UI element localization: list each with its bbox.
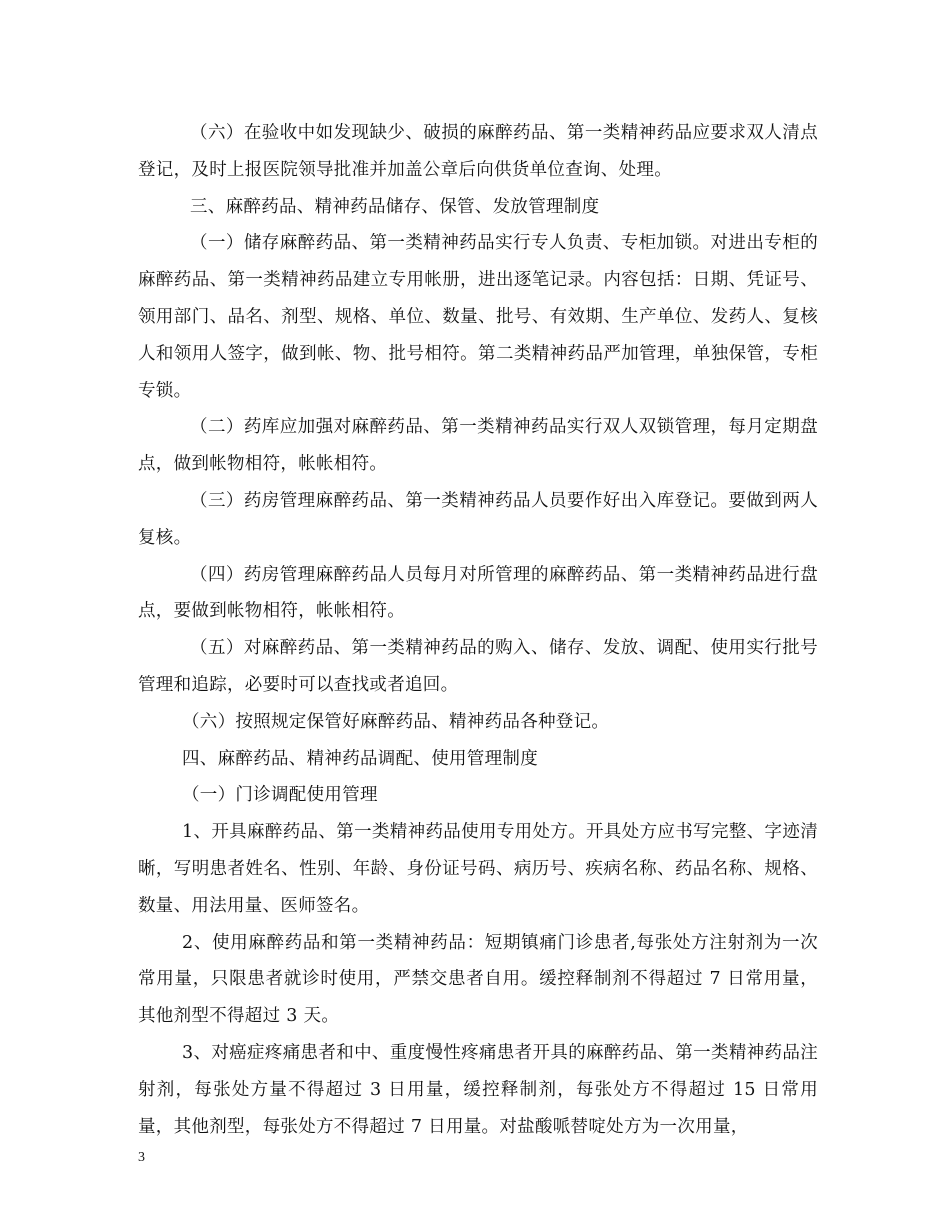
paragraph-keep-records: （六）按照规定保管好麻醉药品、精神药品各种登记。: [182, 711, 610, 732]
paragraph-pharmacy-registration: （三）药房管理麻醉药品、第一类精神药品人员要作好出入库登记。要做到两人复核。: [138, 490, 818, 548]
paragraph-prescription-writing: 1、开具麻醉药品、第一类精神药品使用专用处方。开具处方应书写完整、字迹清晰，写明患者姓名、性别、年龄、身份证号码、病历号、疾病名称、药品名称、规格、数量、用法用量、医师签名。: [138, 822, 818, 916]
body-text: [138, 115, 818, 1145]
paragraph-monthly-inventory: （四）药房管理麻醉药品人员每月对所管理的麻醉药品、第一类精神药品进行盘点，要做到帐物相符，帐帐相符。: [138, 564, 818, 622]
paragraph-short-term-analgesia: 2、使用麻醉药品和第一类精神药品：短期镇痛门诊患者,每张处方注射剂为一次常用量，只限患者就诊时使用，严禁交患者自用。缓控释制剂不得超过 7 日常用量，其他剂型不得超过 3 天。: [138, 932, 818, 1027]
paragraph-batch-tracking: （五）对麻醉药品、第一类精神药品的购入、储存、发放、调配、使用实行批号管理和追踪，必要时可以查找或者追回。: [138, 638, 818, 695]
section-heading-storage: 三、麻醉药品、精神药品储存、保管、发放管理制度: [190, 196, 600, 217]
page-number: 3: [138, 1150, 145, 1165]
paragraph-acceptance-shortage: （六）在验收中如发现缺少、破损的麻醉药品、第一类精神药品应要求双人清点登记，及时上报医院领导批准并加盖公章后向供货单位查询、处理。: [138, 123, 818, 180]
subsection-heading-outpatient: （一）门诊调配使用管理: [182, 785, 378, 806]
paragraph-warehouse-double-lock: （二）药库应加强对麻醉药品、第一类精神药品实行双人双锁管理，每月定期盘点，做到帐物相符，帐帐相符。: [138, 417, 818, 475]
section-heading-dispensing: 四、麻醉药品、精神药品调配、使用管理制度: [182, 748, 538, 769]
paragraph-cancer-pain-limits: 3、对癌症疼痛患者和中、重度慢性疼痛患者开具的麻醉药品、第一类精神药品注射剂，每张处方量不得超过 3 日用量，缓控释制剂，每张处方不得超过 15 日常用量，其他剂型，每张处方不得超过 7 日用量。对盐酸哌替啶处方为一次用量，: [138, 1042, 818, 1137]
paragraph-storage-responsibility: （一）储存麻醉药品、第一类精神药品实行专人负责、专柜加锁。对进出专柜的麻醉药品、第一类精神药品建立专用帐册，进出逐笔记录。内容包括：日期、凭证号、领用部门、品名、剂型、规格、单位、数量、批号、有效期、生产单位、发药人、复核人和领用人签字，做到帐、物、批号相符。第二类精神药品严加管理，单独保管，专柜专锁。: [138, 233, 818, 401]
